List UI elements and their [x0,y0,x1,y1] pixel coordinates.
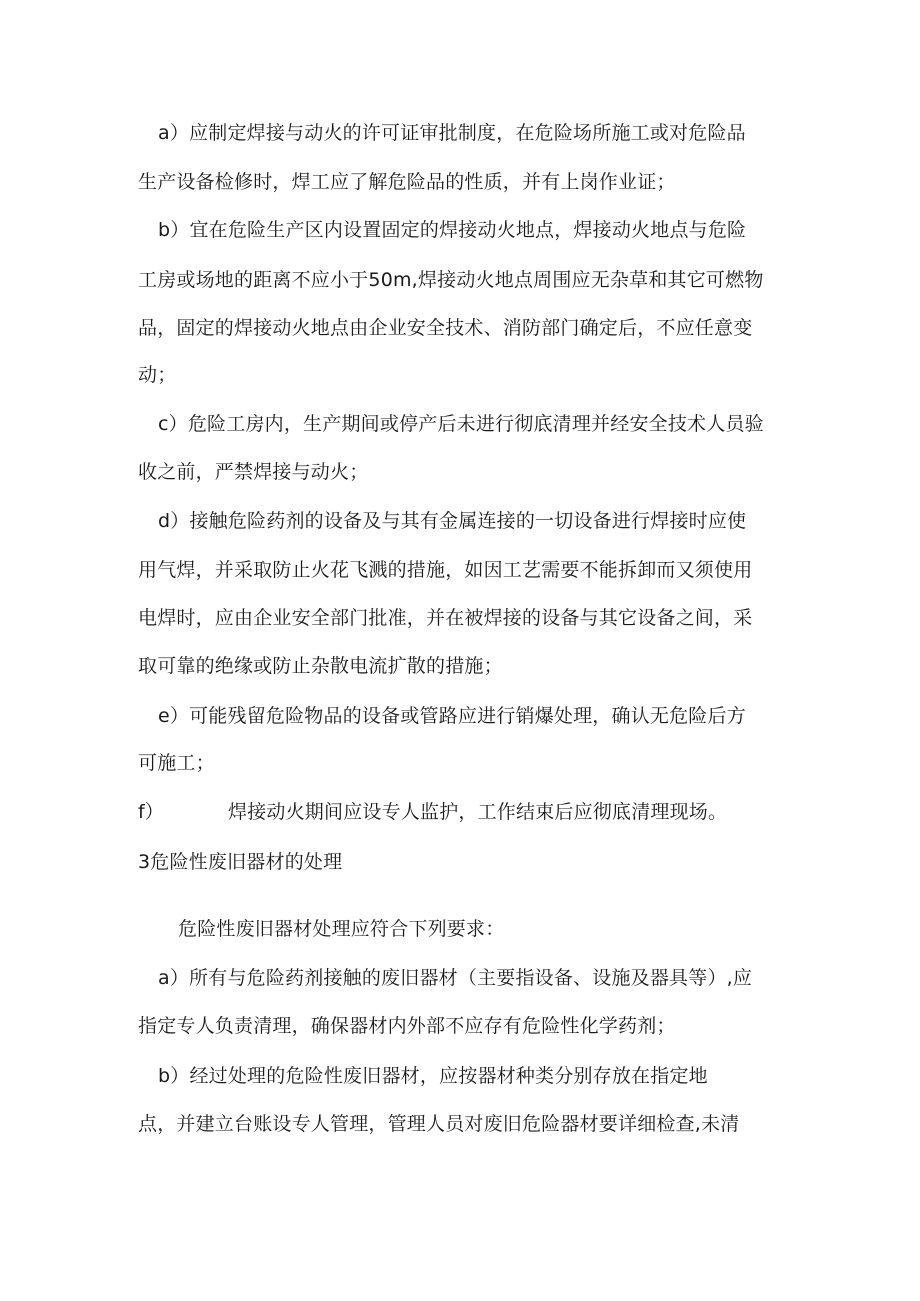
item-d-line-1: d）接触危险药剂的设备及与其有金属连接的一切设备进行焊接时应使 [158,510,747,532]
item-f-text: 焊接动火期间应设专人监护，工作结束后应彻底清理现场。 [228,801,728,823]
s3-item-b-line-2: 点，并建立台账设专人管理，管理人员对废旧危险器材要详细检查,未清 [138,1113,740,1135]
item-c-line-2: 收之前，严禁焊接与动火； [138,461,369,483]
item-a-line-2: 生产设备检修时，焊工应了解危险品的性质，并有上岗作业证； [138,171,676,193]
item-b-line-1: b）宜在危险生产区内设置固定的焊接动火地点，焊接动火地点与危险 [158,219,747,241]
item-d-line-2: 用气焊，并采取防止火花飞溅的措施，如因工艺需要不能拆卸而又须使用 [138,559,753,581]
item-e-line-2: 可施工； [138,752,215,774]
item-d-line-4: 取可靠的绝缘或防止杂散电流扩散的措施； [138,655,503,677]
item-b-line-3: 品，固定的焊接动火地点由企业安全技术、消防部门确定后，不应任意变 [138,317,753,339]
s3-item-a-line-1: a）所有与危险药剂接触的废旧器材（主要指设备、设施及器具等）,应 [158,967,753,989]
item-f-label: f） [138,801,164,823]
item-e-line-1: e）可能残留危险物品的设备或管路应进行销爆处理，确认无危险后方 [158,705,746,727]
s3-item-b-line-1: b）经过处理的危险性废旧器材，应按器材种类分别存放在指定地 [158,1065,708,1087]
item-b-line-4: 动； [138,364,177,386]
item-b-line-2: 工房或场地的距离不应小于50m,焊接动火地点周围应无杂草和其它可燃物 [138,269,764,291]
item-c-line-1: c）危险工房内，生产期间或停产后未进行彻底清理并经安全技术人员验 [158,413,764,435]
item-a-line-1: a）应制定焊接与动火的许可证审批制度，在危险场所施工或对危险品 [158,122,746,144]
s3-item-a-line-2: 指定专人负责清理，确保器材内外部不应存有危险性化学药剂； [138,1015,676,1037]
item-d-line-3: 电焊时，应由企业安全部门批准，并在被焊接的设备与其它设备之间，采 [138,607,753,629]
section-3-heading: 3危险性废旧器材的处理 [138,851,343,873]
section-3-intro: 危险性废旧器材处理应符合下列要求： [178,918,505,940]
